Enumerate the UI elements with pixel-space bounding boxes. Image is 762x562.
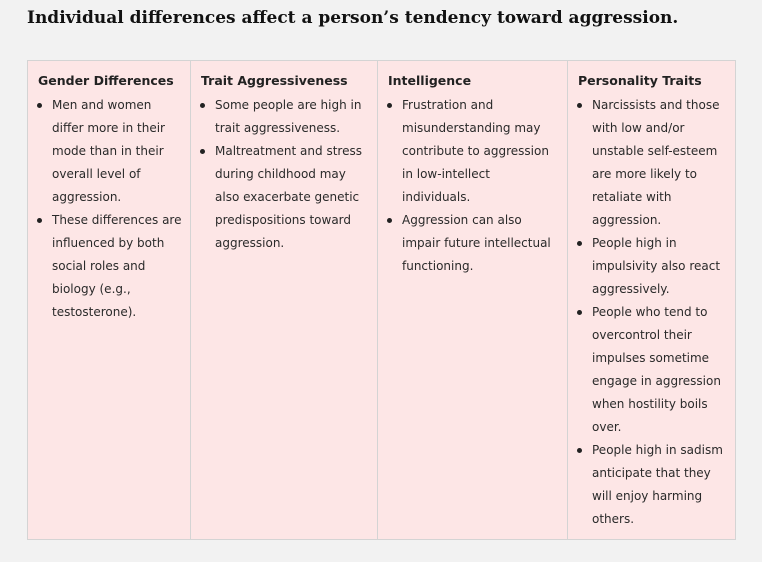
list-item-text: People high in impulsivity also react aggressively.: [592, 236, 721, 296]
bullet-list: [37, 94, 190, 324]
list-item-text: These differences are influenced by both social roles and biology (e.g., testosterone).: [52, 213, 182, 319]
list-item: [577, 94, 729, 232]
list-item-text: Frustration and misunderstanding may contribute to aggression in low-intellect individuals.: [402, 98, 549, 204]
column-heading: Personality Traits: [578, 73, 702, 88]
list-item: [37, 209, 184, 324]
bullet-icon: [37, 103, 42, 108]
list-item: [577, 232, 729, 301]
list-item-text: Narcissists and those with low and/or unstable self-esteem are more likely to retaliate with aggression.: [592, 98, 720, 227]
column-trait-aggressiveness: [191, 61, 378, 539]
list-item: [577, 301, 729, 439]
page-title: Individual differences affect a person’s tendency toward aggression.: [27, 8, 679, 28]
list-item-text: People who tend to overcontrol their impulses sometime engage in aggression when hostility boils over.: [592, 305, 721, 434]
list-item-text: Maltreatment and stress during childhood may also exacerbate genetic predispositions toward aggression.: [215, 144, 362, 250]
list-item: [200, 140, 371, 255]
bullet-list: [577, 94, 735, 531]
column-heading: Trait Aggressiveness: [201, 73, 348, 88]
bullet-icon: [200, 149, 205, 154]
column-heading: Gender Differences: [38, 73, 174, 88]
list-item-text: People high in sadism anticipate that they will enjoy harming others.: [592, 443, 723, 526]
column-personality-traits: [568, 61, 735, 539]
column-heading: Intelligence: [388, 73, 472, 88]
bullet-icon: [577, 241, 582, 246]
list-item: [200, 94, 371, 140]
list-item: [387, 94, 561, 209]
bullet-icon: [577, 448, 582, 453]
bullet-list: [200, 94, 377, 255]
bullet-icon: [387, 218, 392, 223]
bullet-icon: [200, 103, 205, 108]
list-item-text: Aggression can also impair future intellectual functioning.: [402, 213, 551, 273]
list-item: [577, 439, 729, 531]
bullet-list: [387, 94, 567, 278]
list-item-text: Some people are high in trait aggressiveness.: [215, 98, 362, 135]
list-item: [37, 94, 184, 209]
differences-table: [27, 60, 736, 540]
list-item: [387, 209, 561, 278]
bullet-icon: [37, 218, 42, 223]
column-intelligence: [378, 61, 568, 539]
bullet-icon: [577, 103, 582, 108]
list-item-text: Men and women differ more in their mode than in their overall level of aggression.: [52, 98, 165, 204]
column-gender-differences: [28, 61, 191, 539]
bullet-icon: [387, 103, 392, 108]
bullet-icon: [577, 310, 582, 315]
